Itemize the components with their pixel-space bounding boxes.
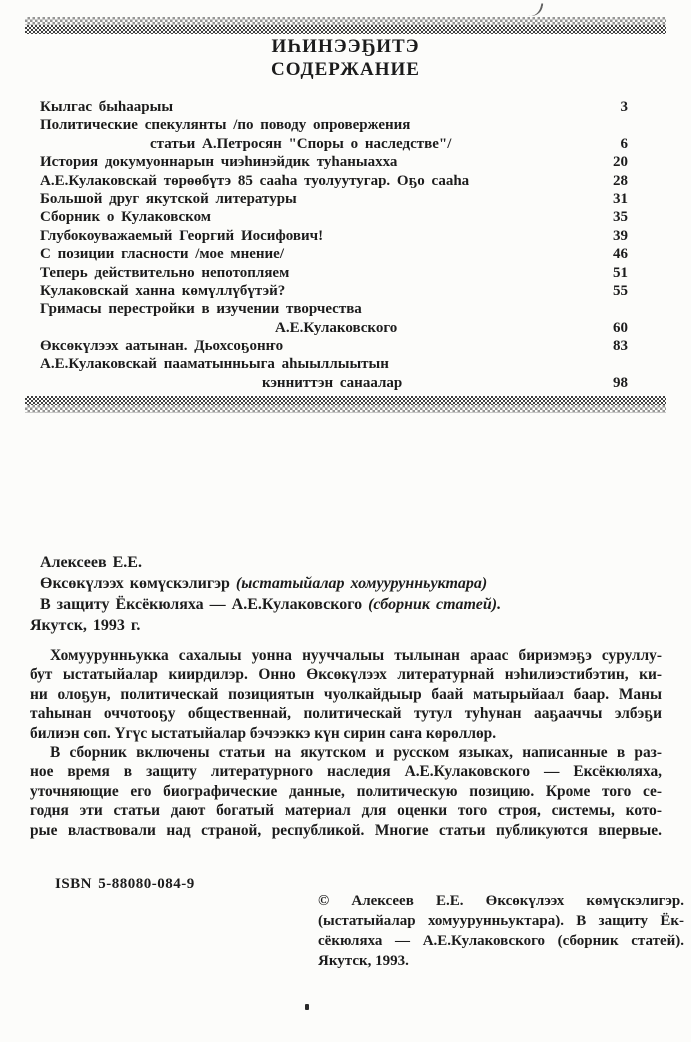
toc-entry-label: А.Е.Кулаковского — [275, 319, 398, 336]
toc-row — [40, 356, 628, 374]
toc-page-number: 6 — [620, 135, 628, 152]
halftone-row — [25, 396, 666, 405]
annotation-paragraph-sakha — [30, 646, 662, 743]
annotation-line: ное время в защиту литературного наследия А.Е.Кулаковского — Ексёкюляха, — [30, 763, 662, 781]
toc-page-number: 3 — [620, 99, 628, 115]
toc-page-number: 51 — [613, 264, 628, 281]
toc-row — [40, 283, 628, 301]
toc-entry-label: Сборник о Кулаковском — [40, 209, 212, 226]
decorative-halftone-band-middle — [25, 396, 666, 413]
annotation-line: рые властвовали над страной, республикой. Многие статьи публикуются впервые. — [30, 821, 662, 839]
toc-page-number: 98 — [613, 374, 628, 391]
toc-entry-label: кэнниттэн санаалар — [262, 374, 403, 391]
annotation-line: Хомуурунньукка сахалыы уонна нууччалыы тылынан араас бириэмэҕэ суруллу- — [50, 647, 662, 664]
toc-entry-label: статьи А.Петросян "Споры о наследстве"/ — [150, 135, 452, 152]
annotation-line: билиэн сөп. Үгүс ыстатыйалар бэчээккэ күн сирин саҥа көрөллөр. — [30, 724, 497, 742]
imprint-title-russian — [40, 594, 670, 615]
annotation-line: ни олоҕун, политическай позициятын чуолкайдыыр баай матырыйаал баар. Маны — [30, 685, 662, 703]
isbn-number: ISBN 5-88080-084-9 — [55, 876, 195, 892]
toc-entry-label: История докумуоннарын чиэһинэйдик туһаныахха — [40, 154, 398, 171]
imprint-block — [30, 552, 670, 636]
contents-title-sakha: ИҺИНЭЭҔИТЭ — [271, 36, 420, 57]
copyright-line: сёкюляха — А.Е.Кулаковского (сборник статей). — [318, 933, 684, 949]
toc-row — [40, 173, 628, 191]
imprint-title-russian-subtitle: (сборник статей). — [368, 596, 502, 613]
halftone-row — [25, 17, 666, 25]
toc-row — [40, 154, 628, 172]
copyright-line: Якутск, 1993. — [318, 953, 409, 969]
imprint-city-year: Якутск, 1993 г. — [30, 617, 141, 634]
annotation-line: В сборник включены статьи на якутском и русском языках, написанные в раз- — [50, 744, 662, 762]
toc-page-number: 83 — [613, 338, 628, 355]
toc-page-number: 39 — [613, 227, 628, 244]
copyright-block — [318, 891, 684, 971]
toc-entry-label: А.Е.Кулаковскай төрөөбүтэ 85 сааһа туолуутугар. Оҕо сааһа — [40, 172, 470, 189]
imprint-title-sakha-main: Өксөкүлээх көмүскэлигэр — [40, 575, 236, 592]
annotation-line: бут ыстатыйалар киирдилэр. Онно Өксөкүлээх литературнай нэһилиэстибэтин, ки- — [30, 666, 662, 684]
copyright-line: (ыстатыйалар хомуурунньуктара). В защиту Ёк- — [318, 913, 684, 929]
pen-mark — [527, 1, 544, 19]
toc-entry-label: Теперь действительно непотопляем — [40, 264, 290, 281]
toc-row — [40, 320, 628, 338]
imprint-author: Алексеев Е.Е. — [40, 554, 142, 571]
toc-row — [40, 375, 628, 393]
toc-entry-label: Өксөкүлээх аатынан. Дьохсоҕонҥо — [40, 338, 284, 355]
annotation-line: таһынан оччотооҕу общественнай, политическай тутул туһунан ааҕааччы элбэҕи — [30, 705, 662, 723]
toc-page-number: 46 — [613, 246, 628, 263]
toc-row — [40, 246, 628, 264]
toc-page-number: 28 — [613, 172, 628, 189]
annotation-line: годня эти статьи дают богатый материал для оценки того строя, системы, кото- — [30, 802, 662, 820]
halftone-row — [25, 405, 666, 413]
toc-row — [40, 117, 628, 135]
toc-row — [40, 191, 628, 209]
toc-page-number: 31 — [613, 190, 628, 207]
copyright-line: © Алексеев Е.Е. Өксөкүлээх көмүскэлигэр. — [318, 893, 684, 909]
toc-page-number: 55 — [613, 282, 628, 299]
toc-page-number: 20 — [613, 154, 628, 171]
ink-speck — [305, 1004, 309, 1010]
toc-entry-label: А.Е.Кулаковскай пааматынньыга аһыыллыытын — [40, 356, 389, 373]
imprint-title-sakha-subtitle: (ыстатыйалар хомуурунньуктара) — [235, 575, 488, 592]
toc-entry-label: Большой друг якутской литературы — [40, 190, 297, 207]
annotation-line: уточняющие его биографические данные, политическую позицию. Кроме того се- — [30, 782, 662, 800]
toc-row — [40, 136, 628, 154]
toc-row — [40, 265, 628, 283]
toc-entry-label: Гримасы перестройки в изучении творчества — [40, 301, 362, 318]
toc-entry-label: Глубокоуважаемый Георгий Иосифович! — [40, 227, 324, 244]
annotation-paragraph-russian — [30, 743, 662, 840]
toc-entry-label: Кулаковскай ханна көмүллүбүтэй? — [40, 282, 286, 299]
table-of-contents — [40, 99, 628, 393]
toc-row — [40, 338, 628, 356]
imprint-title-russian-main: В защиту Ёксёкюляха — А.Е.Кулаковского — [40, 596, 369, 613]
halftone-row — [25, 25, 666, 34]
toc-row — [40, 228, 628, 246]
toc-page-number: 35 — [613, 209, 628, 226]
contents-title-russian: СОДЕРЖАНИЕ — [271, 59, 420, 80]
toc-page-number: 60 — [613, 319, 628, 336]
decorative-halftone-band-top — [25, 17, 666, 34]
toc-row — [40, 99, 628, 117]
toc-row — [40, 301, 628, 319]
annotation-block — [30, 646, 662, 840]
toc-entry-label: Политические спекулянты /по поводу опровержения — [40, 117, 411, 134]
toc-entry-label: Кылгас быһаарыы — [40, 99, 174, 115]
imprint-title-sakha — [40, 573, 670, 594]
toc-row — [40, 209, 628, 227]
toc-entry-label: С позиции гласности /мое мнение/ — [40, 246, 284, 263]
